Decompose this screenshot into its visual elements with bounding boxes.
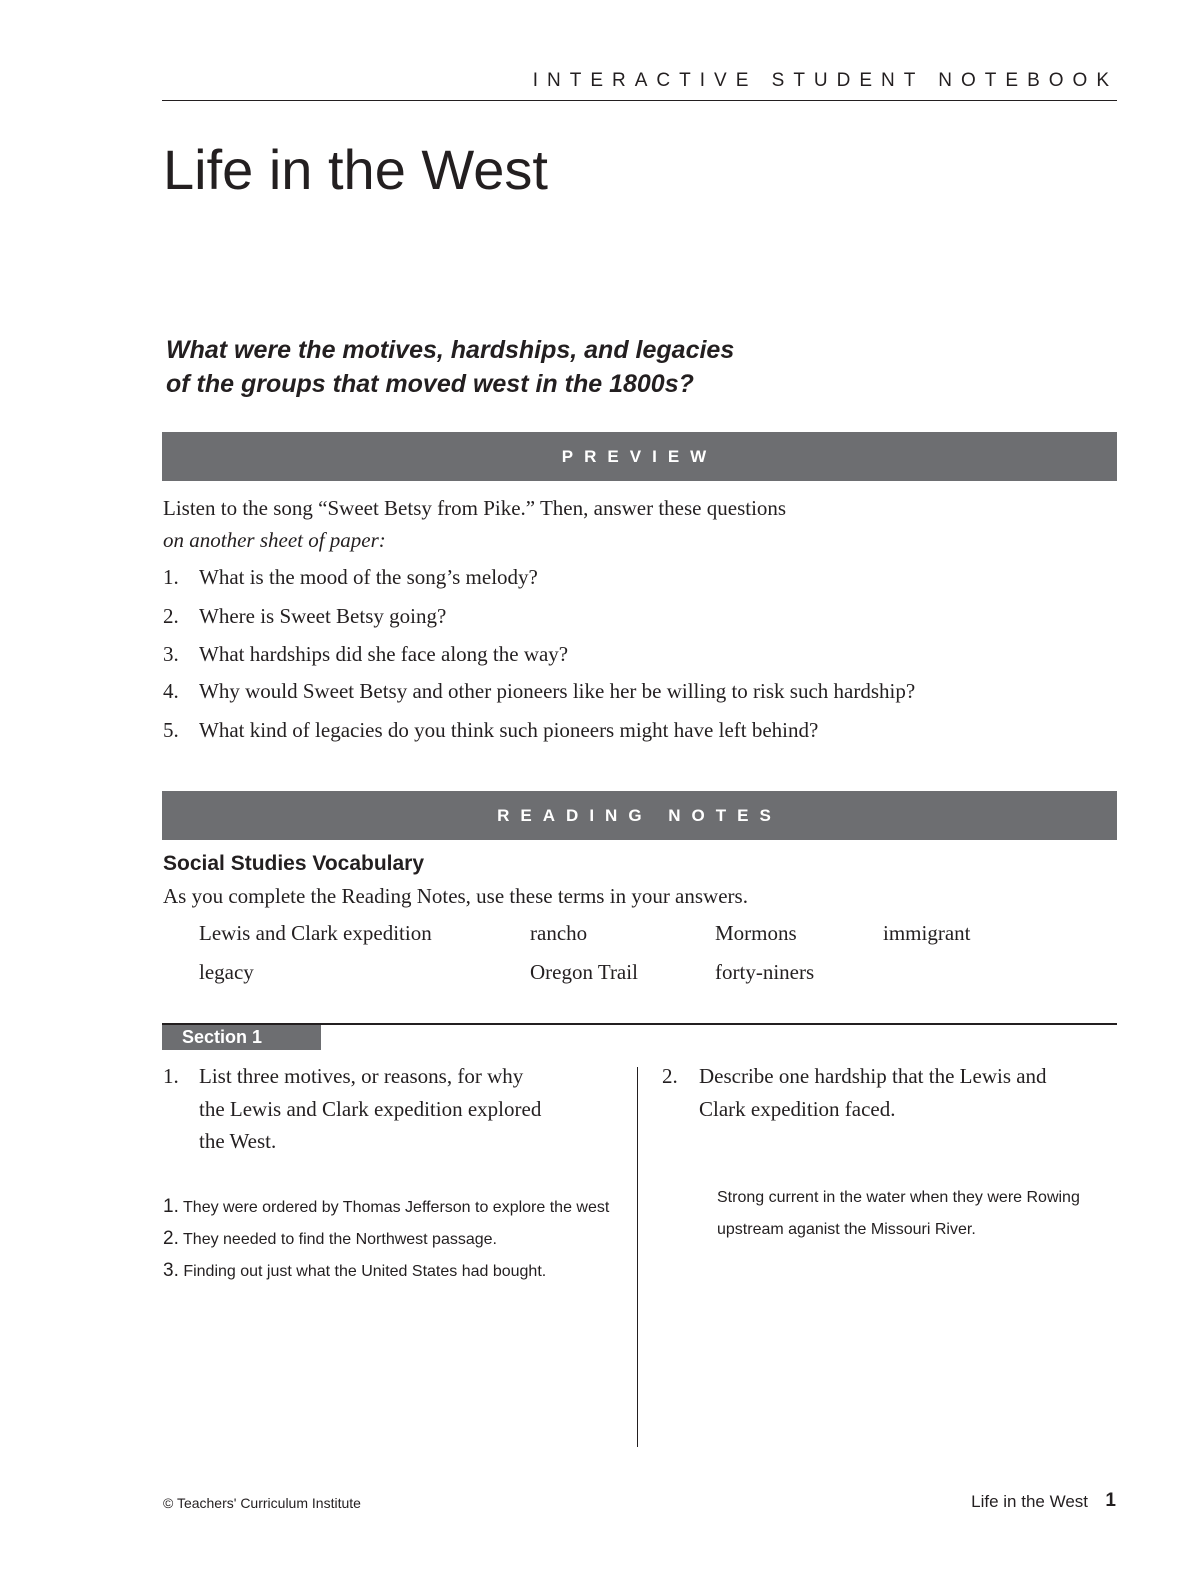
- page-title: Life in the West: [163, 138, 548, 201]
- section-question-number: 1.: [163, 1064, 179, 1088]
- question-number: 1.: [163, 565, 179, 589]
- reading-notes-banner: READING NOTES: [162, 791, 1117, 840]
- question-text: What kind of legacies do you think such pioneers might have left behind?: [199, 718, 819, 742]
- essential-question-line: of the groups that moved west in the 1800s?: [166, 370, 694, 398]
- answer-item[interactable]: [163, 1196, 609, 1218]
- essential-question-line: What were the motives, hardships, and legacies: [166, 336, 735, 364]
- answer-text: They needed to find the Northwest passage.: [183, 1231, 497, 1248]
- answer-text: They were ordered by Thomas Jefferson to explore the west: [183, 1199, 610, 1216]
- column-divider: [637, 1067, 638, 1447]
- question-text: What is the mood of the song’s melody?: [199, 565, 538, 589]
- header-rule: [162, 100, 1117, 101]
- footer-title: Life in the West: [971, 1492, 1088, 1511]
- question-text: Where is Sweet Betsy going?: [199, 604, 447, 628]
- vocab-term: Lewis and Clark expedition: [199, 921, 432, 945]
- preview-question: [163, 718, 1063, 746]
- answer-item[interactable]: [163, 1228, 497, 1250]
- notebook-header-label: INTERACTIVE STUDENT NOTEBOOK: [532, 70, 1118, 91]
- answer-item[interactable]: [163, 1260, 546, 1282]
- section-question-line: List three motives, or reasons, for why: [199, 1064, 524, 1088]
- preview-question: [163, 679, 1063, 707]
- answer-number: 1.: [163, 1196, 179, 1217]
- preview-question: [163, 642, 1063, 670]
- answer-line[interactable]: upstream aganist the Missouri River.: [717, 1221, 976, 1238]
- footer-copyright: © Teachers' Curriculum Institute: [163, 1495, 361, 1511]
- vocab-term: Mormons: [715, 921, 797, 945]
- answer-number: 2.: [163, 1228, 179, 1249]
- preview-banner: PREVIEW: [162, 432, 1117, 481]
- answer-text: Finding out just what the United States had bought.: [183, 1263, 547, 1280]
- answer-line[interactable]: Strong current in the water when they were Rowing: [717, 1189, 1080, 1206]
- footer-page-number: 1: [1105, 1490, 1116, 1511]
- section-tab: Section 1: [162, 1025, 321, 1050]
- question-number: 2.: [163, 604, 179, 628]
- vocabulary-intro: As you complete the Reading Notes, use these terms in your answers.: [163, 884, 748, 908]
- vocab-term: legacy: [199, 960, 254, 984]
- preview-intro-continued: on another sheet of paper:: [163, 528, 386, 552]
- answer-number: 3.: [163, 1260, 179, 1281]
- preview-question: [163, 604, 1063, 632]
- question-number: 4.: [163, 679, 179, 703]
- section-question-line: the Lewis and Clark expedition explored: [199, 1097, 542, 1121]
- essential-question: [166, 333, 734, 401]
- section-question-number: 2.: [662, 1064, 678, 1088]
- section-question-line: the West.: [199, 1129, 277, 1153]
- question-text: Why would Sweet Betsy and other pioneers like her be willing to risk such hardship?: [199, 679, 916, 703]
- question-number: 3.: [163, 642, 179, 666]
- vocab-term: rancho: [530, 921, 588, 945]
- vocab-term: immigrant: [883, 921, 971, 945]
- preview-question: [163, 565, 1063, 593]
- section-question-line: Clark expedition faced.: [699, 1097, 896, 1121]
- vocabulary-heading: Social Studies Vocabulary: [163, 852, 425, 875]
- vocab-term: Oregon Trail: [530, 960, 638, 984]
- question-number: 5.: [163, 718, 179, 742]
- question-text: What hardships did she face along the way?: [199, 642, 569, 666]
- vocab-term: forty-niners: [715, 960, 815, 984]
- section-question-line: Describe one hardship that the Lewis and: [699, 1064, 1047, 1088]
- preview-intro: Listen to the song “Sweet Betsy from Pike.” Then, answer these questions: [163, 496, 787, 520]
